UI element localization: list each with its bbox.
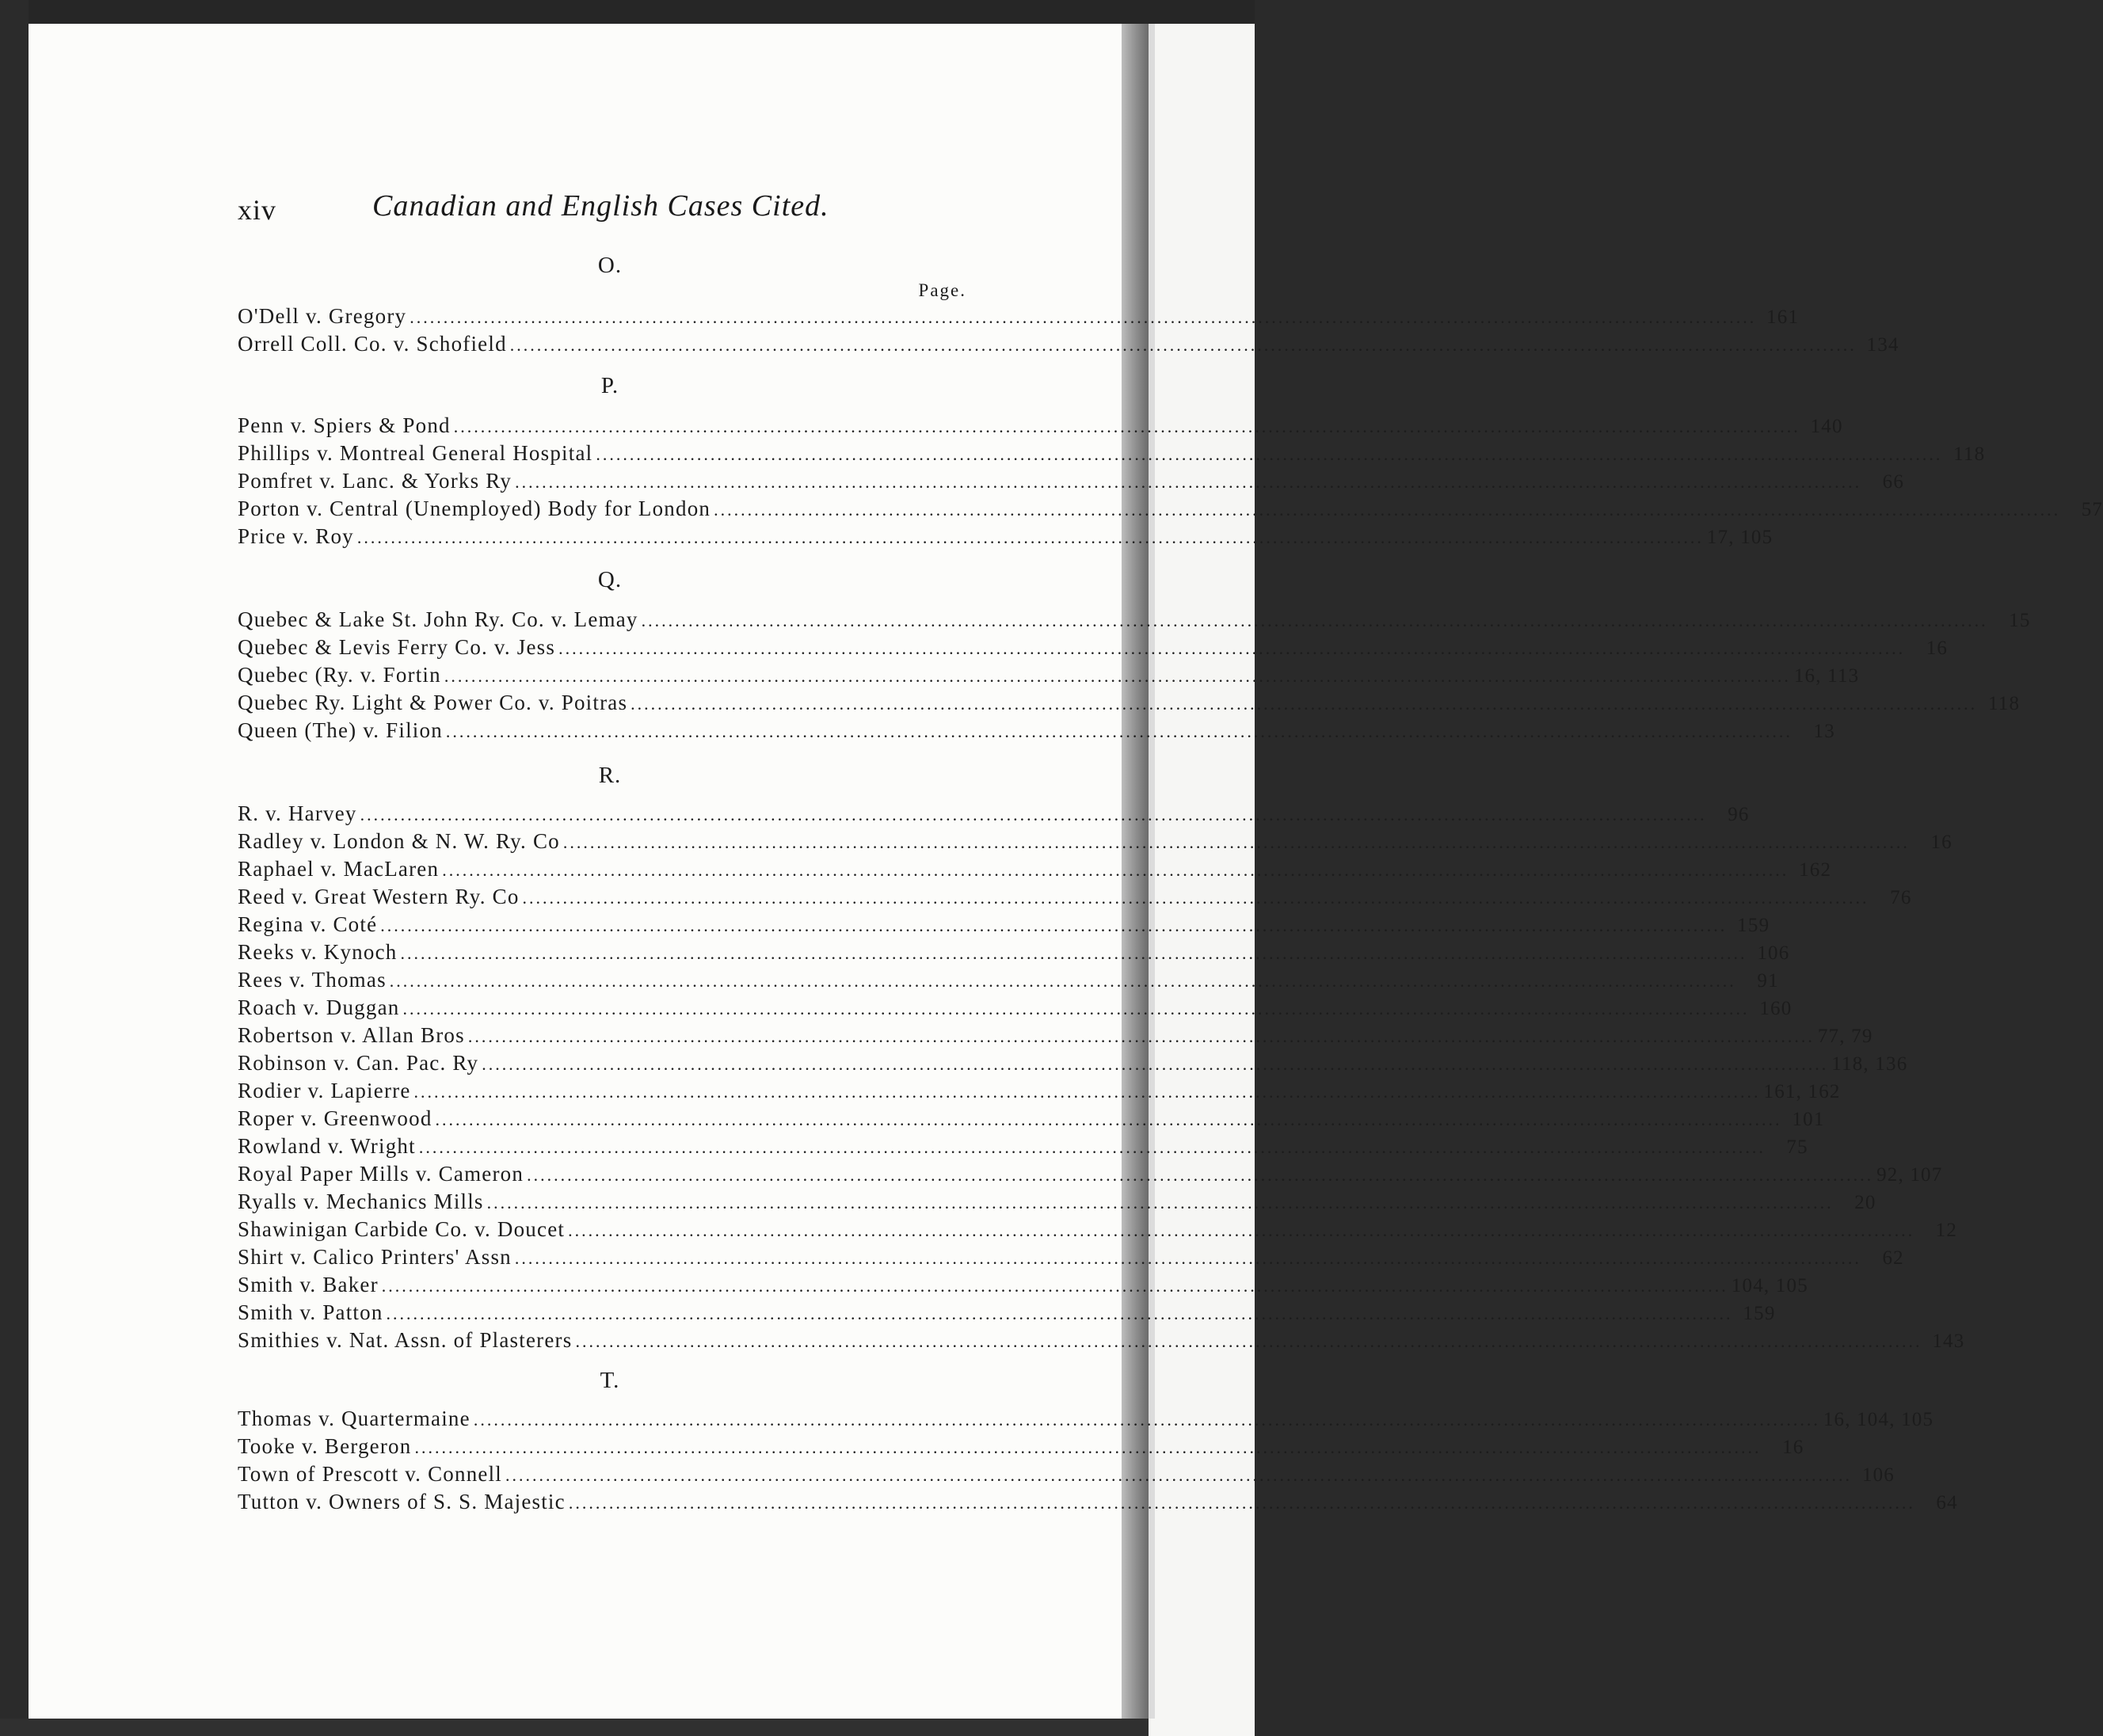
dot-leader: ........................................................................................................................................................................................................ — [509, 335, 1857, 355]
dot-leader: ........................................................................................................................................................................................................ — [400, 943, 1747, 963]
scan-left-border — [0, 0, 29, 1736]
case-entry — [238, 606, 2031, 634]
case-name: Phillips v. Montreal General Hospital — [238, 441, 593, 465]
case-name: Roach v. Duggan — [238, 996, 400, 1019]
dot-leader: ........................................................................................................................................................................................................ — [641, 611, 1988, 630]
case-name: Shawinigan Carbide Co. v. Doucet — [238, 1217, 566, 1241]
case-pages: 106 — [1757, 942, 1790, 964]
case-name: Quebec & Levis Ferry Co. v. Jess — [238, 635, 556, 659]
dot-leader: ........................................................................................................................................................................................................ — [515, 472, 1862, 492]
case-pages: 17, 105 — [1706, 527, 1773, 548]
case-pages: 92, 107 — [1876, 1164, 1943, 1186]
case-pages: 104, 105 — [1731, 1275, 1808, 1296]
case-name: Ryalls v. Mechanics Mills — [238, 1190, 484, 1213]
case-entry — [238, 1243, 1904, 1271]
dot-leader: ........................................................................................................................................................................................................ — [418, 1137, 1766, 1157]
section-t — [238, 1367, 1958, 1516]
case-name: Reeks v. Kynoch — [238, 940, 398, 964]
case-pages: 66 — [1882, 471, 1905, 493]
case-pages: 160 — [1759, 998, 1793, 1019]
case-name: Town of Prescott v. Connell — [238, 1462, 502, 1486]
case-entry — [238, 1299, 1776, 1327]
case-pages: 16 — [1926, 638, 1949, 659]
case-entry — [238, 828, 1953, 855]
case-pages: 20 — [1854, 1192, 1876, 1213]
case-entry — [238, 634, 1949, 661]
case-name: Queen (The) v. Filion — [238, 718, 443, 742]
case-entry — [238, 1488, 1958, 1516]
case-pages: 118 — [1987, 693, 2021, 714]
section-o — [238, 252, 1899, 358]
case-name: Pomfret v. Lanc. & Yorks Ry — [238, 469, 512, 493]
case-pages: 96 — [1728, 804, 1750, 825]
case-pages: 106 — [1861, 1464, 1895, 1486]
case-pages: 57 — [2081, 499, 2103, 520]
running-head — [238, 188, 840, 236]
dot-leader: ........................................................................................................................................................................................................ — [380, 916, 1728, 935]
case-entry — [238, 467, 1905, 495]
dot-leader: ........................................................................................................................................................................................................ — [562, 832, 1910, 852]
case-pages: 16 — [1782, 1437, 1804, 1458]
dot-leader: ........................................................................................................................................................................................................ — [714, 500, 2061, 520]
dot-leader: ........................................................................................................................................................................................................ — [558, 638, 1906, 658]
case-pages: 161, 162 — [1763, 1081, 1841, 1102]
case-name: R. v. Harvey — [238, 801, 357, 825]
case-pages: 118, 136 — [1831, 1053, 1908, 1075]
case-entry — [238, 1271, 1808, 1299]
section-letter: O. — [597, 253, 623, 278]
dot-leader: ........................................................................................................................................................................................................ — [410, 307, 1757, 327]
dot-leader: ........................................................................................................................................................................................................ — [444, 666, 1791, 686]
case-name: Tutton v. Owners of S. S. Majestic — [238, 1490, 566, 1513]
case-pages: 118 — [1953, 444, 1986, 465]
dot-leader: ........................................................................................................................................................................................................ — [389, 971, 1736, 991]
dot-leader: ........................................................................................................................................................................................................ — [453, 417, 1800, 436]
case-pages: 76 — [1890, 887, 1912, 908]
case-entry — [238, 495, 2103, 523]
case-entry — [238, 966, 1779, 994]
case-pages: 62 — [1882, 1247, 1904, 1269]
page-column-label: Page. — [918, 280, 966, 300]
case-pages: 161 — [1766, 306, 1800, 328]
dot-leader: ........................................................................................................................................................................................................ — [514, 1248, 1861, 1268]
case-name: Rodier v. Lapierre — [238, 1079, 411, 1102]
dot-leader: ........................................................................................................................................................................................................ — [568, 1220, 1915, 1240]
case-pages: 101 — [1792, 1109, 1825, 1130]
dot-leader: ........................................................................................................................................................................................................ — [568, 1493, 1915, 1513]
case-name: Quebec Ry. Light & Power Co. v. Poitras — [238, 691, 628, 714]
case-entry — [238, 855, 1832, 883]
case-name: O'Dell v. Gregory — [238, 304, 407, 328]
case-name: Quebec (Ry. v. Fortin — [238, 663, 441, 687]
case-name: Raphael v. MacLaren — [238, 857, 440, 881]
case-name: Tooke v. Bergeron — [238, 1434, 412, 1458]
case-name: Thomas v. Quartermaine — [238, 1407, 471, 1430]
case-pages: 91 — [1757, 970, 1779, 992]
case-name: Penn v. Spiers & Pond — [238, 413, 451, 437]
case-entry — [238, 330, 1899, 358]
case-name: Rees v. Thomas — [238, 968, 387, 992]
section-r — [238, 762, 1965, 1354]
case-entry — [238, 1433, 1804, 1460]
dot-leader: ........................................................................................................................................................................................................ — [356, 527, 1704, 547]
case-entry — [238, 1105, 1825, 1133]
case-entry — [238, 717, 1835, 744]
case-name: Shirt v. Calico Printers' Assn — [238, 1245, 512, 1269]
dot-leader: ........................................................................................................................................................................................................ — [445, 721, 1793, 741]
dot-leader: ........................................................................................................................................................................................................ — [413, 1082, 1761, 1102]
case-name: Royal Paper Mills v. Cameron — [238, 1162, 524, 1186]
case-name: Smithies v. Nat. Assn. of Plasterers — [238, 1328, 573, 1352]
case-pages: 64 — [1936, 1492, 1958, 1513]
case-entry — [238, 1327, 1965, 1354]
case-name: Rowland v. Wright — [238, 1134, 416, 1158]
case-name: Radley v. London & N. W. Ry. Co — [238, 829, 560, 853]
section-letter: Q. — [597, 567, 623, 592]
case-pages: 16 — [1930, 832, 1953, 853]
dot-leader: ........................................................................................................................................................................................................ — [381, 1276, 1728, 1296]
section-q — [238, 566, 2031, 744]
case-entry — [238, 303, 1800, 330]
case-pages: 140 — [1810, 416, 1843, 437]
dot-leader: ........................................................................................................................................................................................................ — [527, 1165, 1874, 1185]
case-name: Regina v. Coté — [238, 912, 378, 936]
case-pages: 159 — [1743, 1303, 1776, 1324]
case-entry — [238, 440, 1986, 467]
dot-leader: ........................................................................................................................................................................................................ — [575, 1331, 1922, 1351]
case-pages: 77, 79 — [1817, 1026, 1873, 1047]
case-pages: 12 — [1935, 1220, 1958, 1241]
dot-leader: ........................................................................................................................................................................................................ — [596, 444, 1943, 464]
dot-leader: ........................................................................................................................................................................................................ — [486, 1193, 1834, 1213]
case-entry — [238, 994, 1793, 1022]
dot-leader: ........................................................................................................................................................................................................ — [473, 1410, 1820, 1430]
dot-leader: ........................................................................................................................................................................................................ — [435, 1110, 1782, 1129]
case-name: Robertson v. Allan Bros — [238, 1023, 465, 1047]
case-pages: 16, 113 — [1793, 665, 1860, 687]
dot-leader: ........................................................................................................................................................................................................ — [522, 888, 1869, 908]
case-entry — [238, 523, 1773, 550]
case-entry — [238, 1188, 1876, 1216]
case-entry — [238, 1160, 1943, 1188]
case-entry — [238, 412, 1843, 440]
case-entry — [238, 800, 1750, 828]
dot-leader: ........................................................................................................................................................................................................ — [482, 1054, 1829, 1074]
case-pages: 13 — [1813, 721, 1835, 742]
case-pages: 162 — [1799, 859, 1832, 881]
section-letter: T. — [600, 1368, 620, 1393]
case-pages: 16, 104, 105 — [1823, 1409, 1934, 1430]
dot-leader: ........................................................................................................................................................................................................ — [386, 1304, 1733, 1323]
case-entry — [238, 689, 2021, 717]
case-entry — [238, 938, 1790, 966]
case-name: Smith v. Baker — [238, 1273, 379, 1296]
case-pages: 159 — [1737, 915, 1770, 936]
case-name: Price v. Roy — [238, 524, 354, 548]
case-entry — [238, 1405, 1934, 1433]
case-entry — [238, 883, 1912, 911]
case-name: Porton v. Central (Unemployed) Body for London — [238, 497, 711, 520]
case-name: Robinson v. Can. Pac. Ry — [238, 1051, 479, 1075]
case-entry — [238, 1460, 1895, 1488]
scan-top-border — [0, 0, 1255, 27]
section-letter: P. — [600, 373, 619, 398]
case-entry — [238, 661, 1860, 689]
case-name: Smith v. Patton — [238, 1300, 383, 1324]
case-name: Roper v. Greenwood — [238, 1106, 432, 1130]
case-entry — [238, 1077, 1841, 1105]
case-pages: 15 — [2009, 610, 2031, 631]
dot-leader: ........................................................................................................................................................................................................ — [467, 1026, 1815, 1046]
case-name: Orrell Coll. Co. v. Schofield — [238, 332, 507, 356]
case-entry — [238, 1022, 1873, 1049]
section-p — [238, 372, 2103, 550]
dot-leader: ........................................................................................................................................................................................................ — [360, 805, 1707, 824]
page-number: xiv — [238, 194, 277, 226]
case-entry — [238, 1133, 1808, 1160]
dot-leader: ........................................................................................................................................................................................................ — [505, 1465, 1852, 1485]
case-name: Reed v. Great Western Ry. Co — [238, 885, 520, 908]
case-pages: 134 — [1866, 334, 1899, 356]
dot-leader: ........................................................................................................................................................................................................ — [402, 999, 1750, 1018]
dot-leader: ........................................................................................................................................................................................................ — [414, 1437, 1762, 1457]
case-entry — [238, 1049, 1908, 1077]
case-pages: 143 — [1932, 1331, 1965, 1352]
case-pages: 75 — [1786, 1136, 1808, 1158]
scan-bottom-border — [0, 1719, 1149, 1736]
dot-leader: ........................................................................................................................................................................................................ — [631, 694, 1978, 714]
case-name: Quebec & Lake St. John Ry. Co. v. Lemay — [238, 607, 638, 631]
section-letter: R. — [598, 763, 622, 788]
dot-leader: ........................................................................................................................................................................................................ — [442, 860, 1789, 880]
page-title: Canadian and English Cases Cited. — [372, 189, 829, 223]
case-entry — [238, 1216, 1958, 1243]
case-entry — [238, 911, 1770, 938]
